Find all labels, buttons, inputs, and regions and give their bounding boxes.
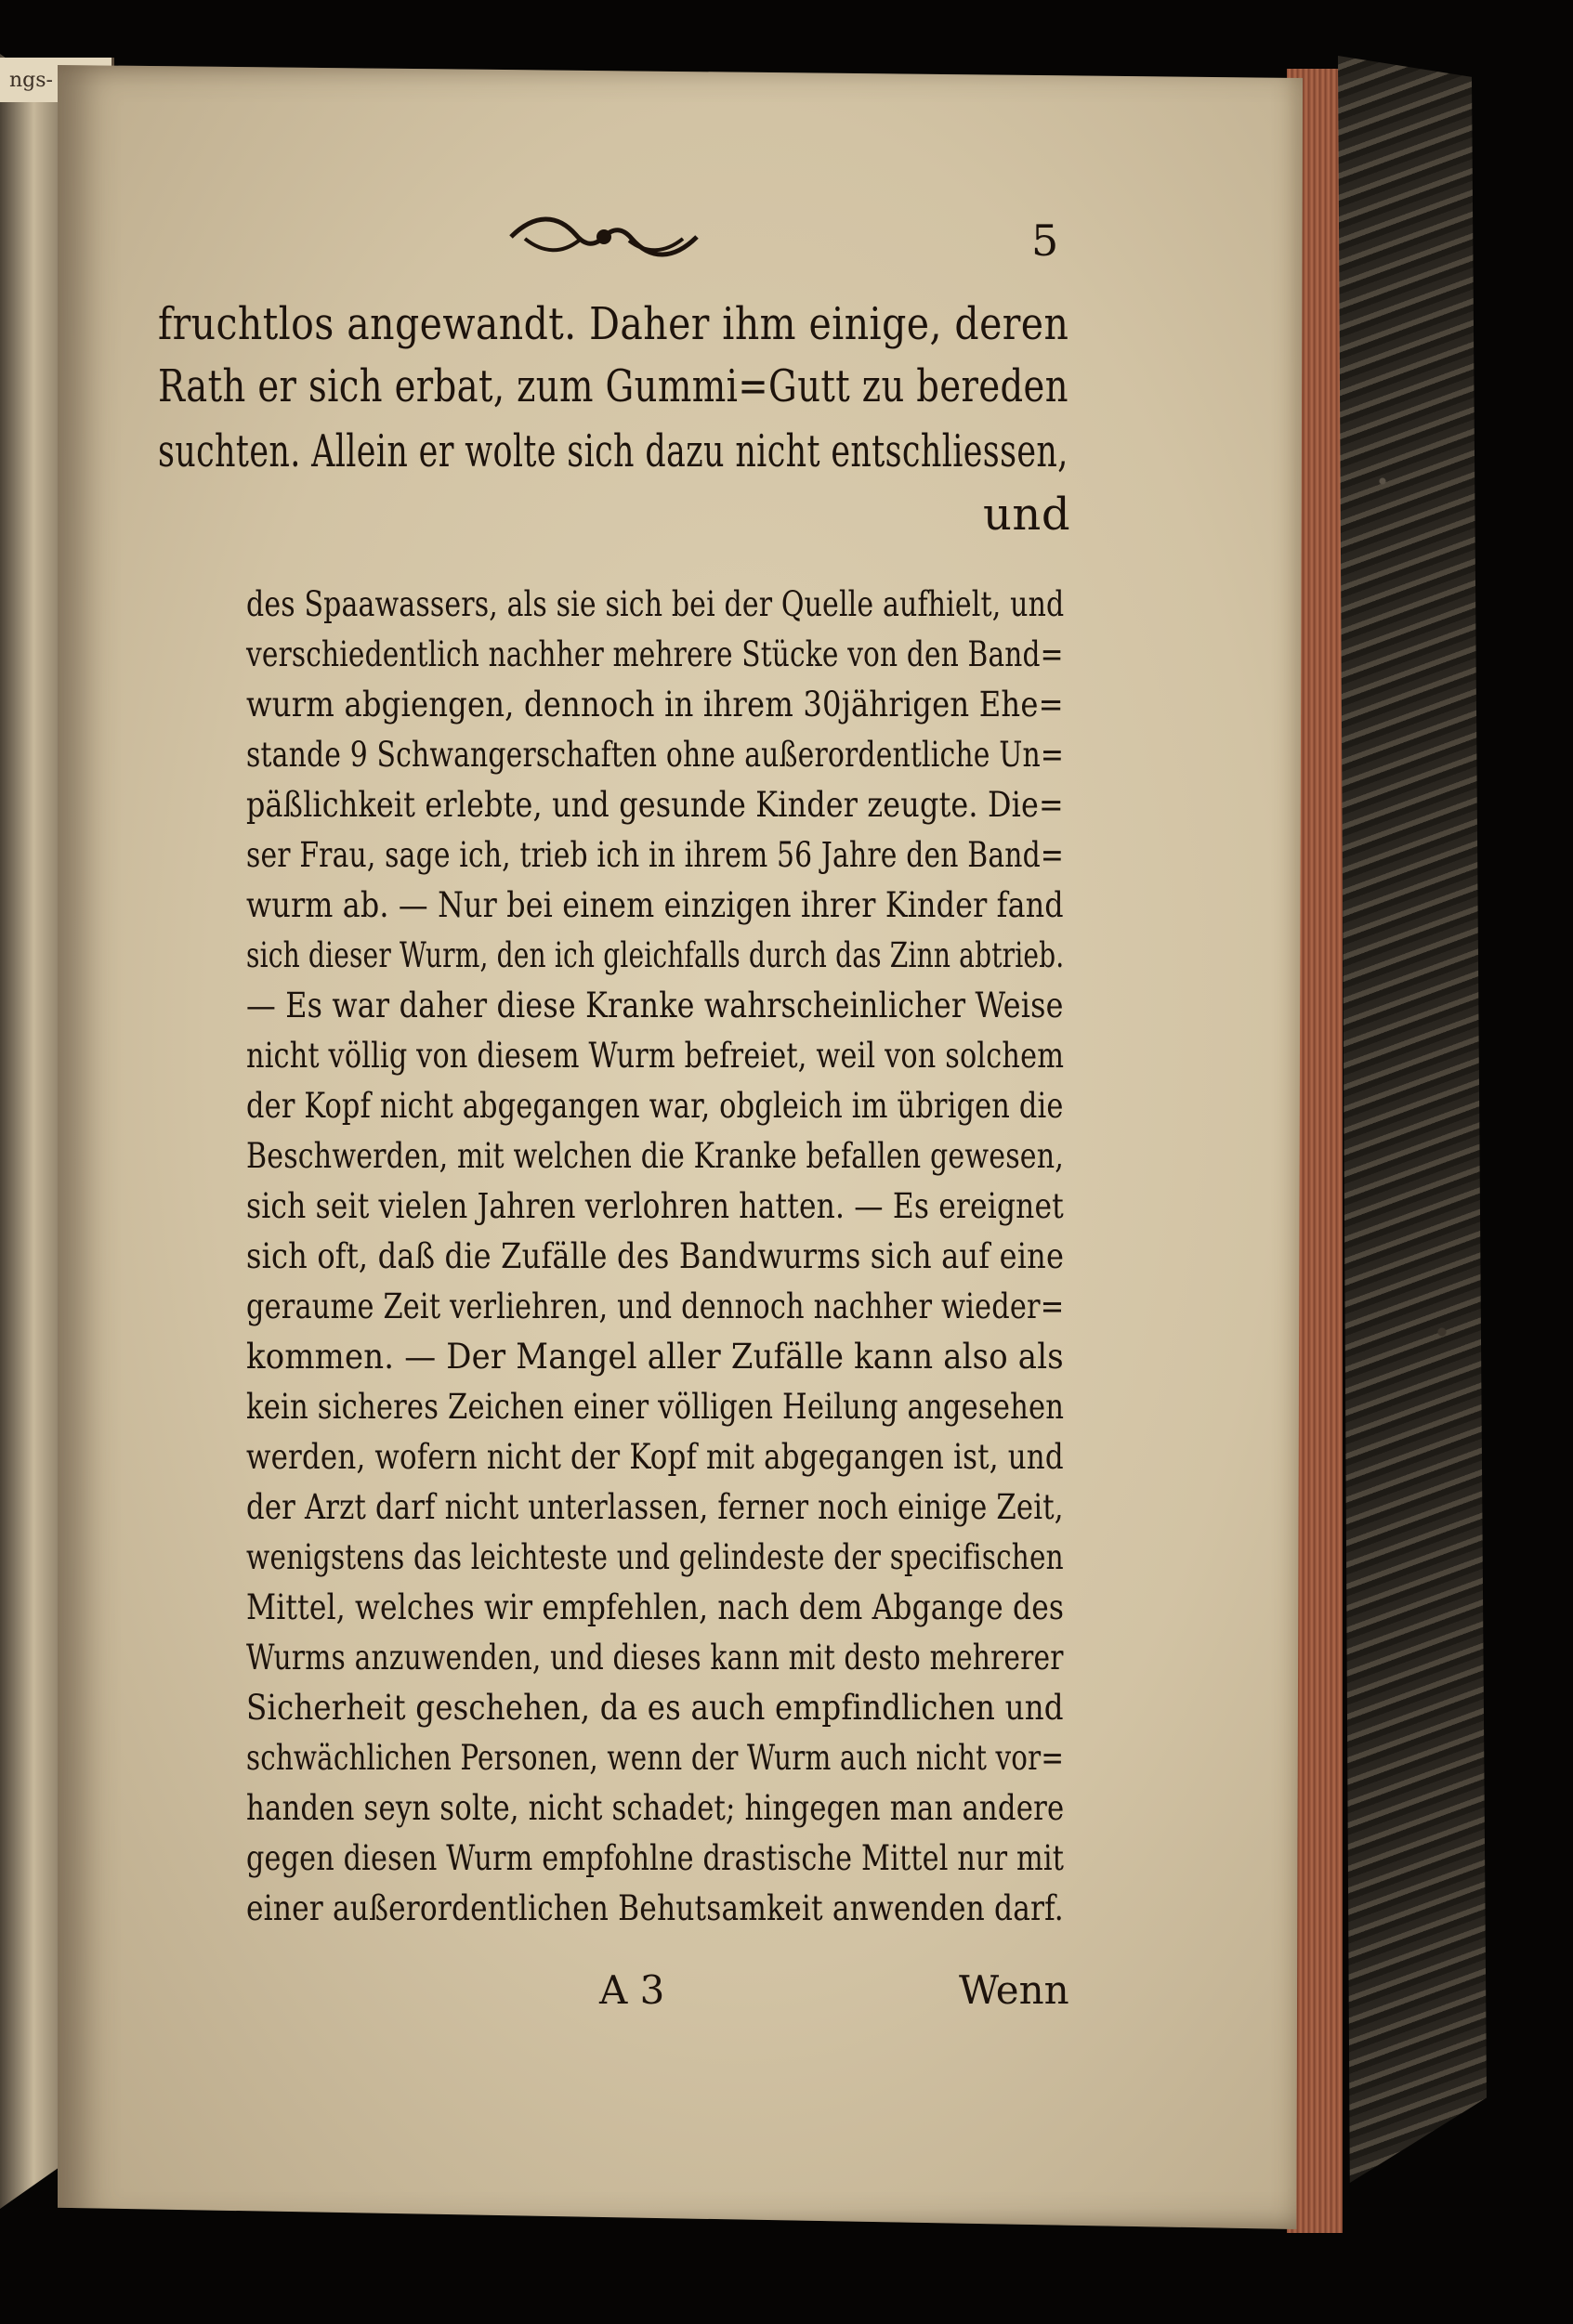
footnote-line-19: der Arzt darf nicht unterlassen, ferner noch einige Zeit,: [246, 1487, 1064, 1527]
footnote-line-2: verschiedentlich nachher mehrere Stücke von den Band=: [246, 634, 1064, 674]
header-ornament-icon: [506, 209, 701, 265]
left-margin-text: ngs-: [9, 69, 53, 92]
footnote-line-7: wurm ab. — Nur bei einem einzigen ihrer Kinder fand: [246, 885, 1064, 925]
footnote-line-3: wurm abgiengen, dennoch in ihrem 30jährigen Ehe=: [246, 685, 1064, 725]
footnote-line-10: nicht völlig von diesem Wurm befreiet, weil von solchem: [246, 1036, 1065, 1076]
left-page-edge: [0, 54, 61, 2209]
footnote-line-8: sich dieser Wurm, den ich gleichfalls durch das Zinn abtrieb.: [246, 935, 1065, 975]
footnote-line-21: Mittel, welches wir empfehlen, nach dem Abgange des: [246, 1587, 1065, 1627]
footnote-line-20: wenigstens das leichteste und gelindeste der specifischen: [246, 1537, 1064, 1577]
footnote-line-12: Beschwerden, mit welchen die Kranke befallen gewesen,: [246, 1136, 1064, 1176]
footnote-line-14: sich oft, daß die Zufälle des Bandwurms sich auf eine: [246, 1236, 1065, 1276]
footnote-line-18: werden, wofern nicht der Kopf mit abgegangen ist, und: [246, 1437, 1064, 1477]
footnote-line-9: — Es war daher diese Kranke wahrscheinlicher Weise: [246, 986, 1064, 1025]
body-line-2: Rath er sich erbat, zum Gummi=Gutt zu bereden: [158, 360, 1068, 412]
book-cover: [1338, 56, 1487, 2183]
page-number: 5: [1031, 215, 1059, 266]
footnote-line-25: handen seyn solte, nicht schadet; hingegen man andere: [246, 1788, 1065, 1828]
footnote-line-24: schwächlichen Personen, wenn der Wurm auch nicht vor=: [246, 1738, 1065, 1778]
footnote-line-15: geraume Zeit verliehren, und dennoch nachher wieder=: [246, 1286, 1065, 1326]
footnote-line-16: kommen. — Der Mangel aller Zufälle kann also als: [246, 1337, 1064, 1377]
footnote-line-4: stande 9 Schwangerschaften ohne außerordentliche Un=: [246, 735, 1065, 775]
footnote-line-11: der Kopf nicht abgegangen war, obgleich im übrigen die: [246, 1086, 1064, 1126]
body-catchword: und: [983, 489, 1071, 541]
footnote-line-6: ser Frau, sage ich, trieb ich in ihrem 56 Jahre den Band=: [246, 835, 1065, 875]
signature-mark: A 3: [599, 1967, 665, 2013]
footnote-line-1: des Spaawassers, als sie sich bei der Quelle aufhielt, und: [246, 584, 1065, 624]
footnote-line-13: sich seit vielen Jahren verlohren hatten. — Es ereignet: [246, 1186, 1064, 1226]
footnote-line-26: gegen diesen Wurm empfohlne drastische Mittel nur mit: [246, 1838, 1065, 1878]
footnote-line-22: Wurms anzuwenden, und dieses kann mit desto mehrerer: [246, 1638, 1064, 1678]
footnote-line-27: einer außerordentlichen Behutsamkeit anwenden darf.: [246, 1888, 1064, 1928]
body-line-3: suchten. Allein er wolte sich dazu nicht entschliessen,: [158, 425, 1068, 477]
footnote-line-17: kein sicheres Zeichen einer völligen Heilung angesehen: [246, 1387, 1065, 1427]
body-line-1: fruchtlos angewandt. Daher ihm einige, deren: [158, 298, 1069, 350]
footnote-line-23: Sicherheit geschehen, da es auch empfindlichen und: [246, 1688, 1064, 1728]
footnote-line-5: päßlichkeit erlebte, und gesunde Kinder zeugte. Die=: [246, 785, 1064, 825]
catchword: Wenn: [959, 1967, 1069, 2013]
